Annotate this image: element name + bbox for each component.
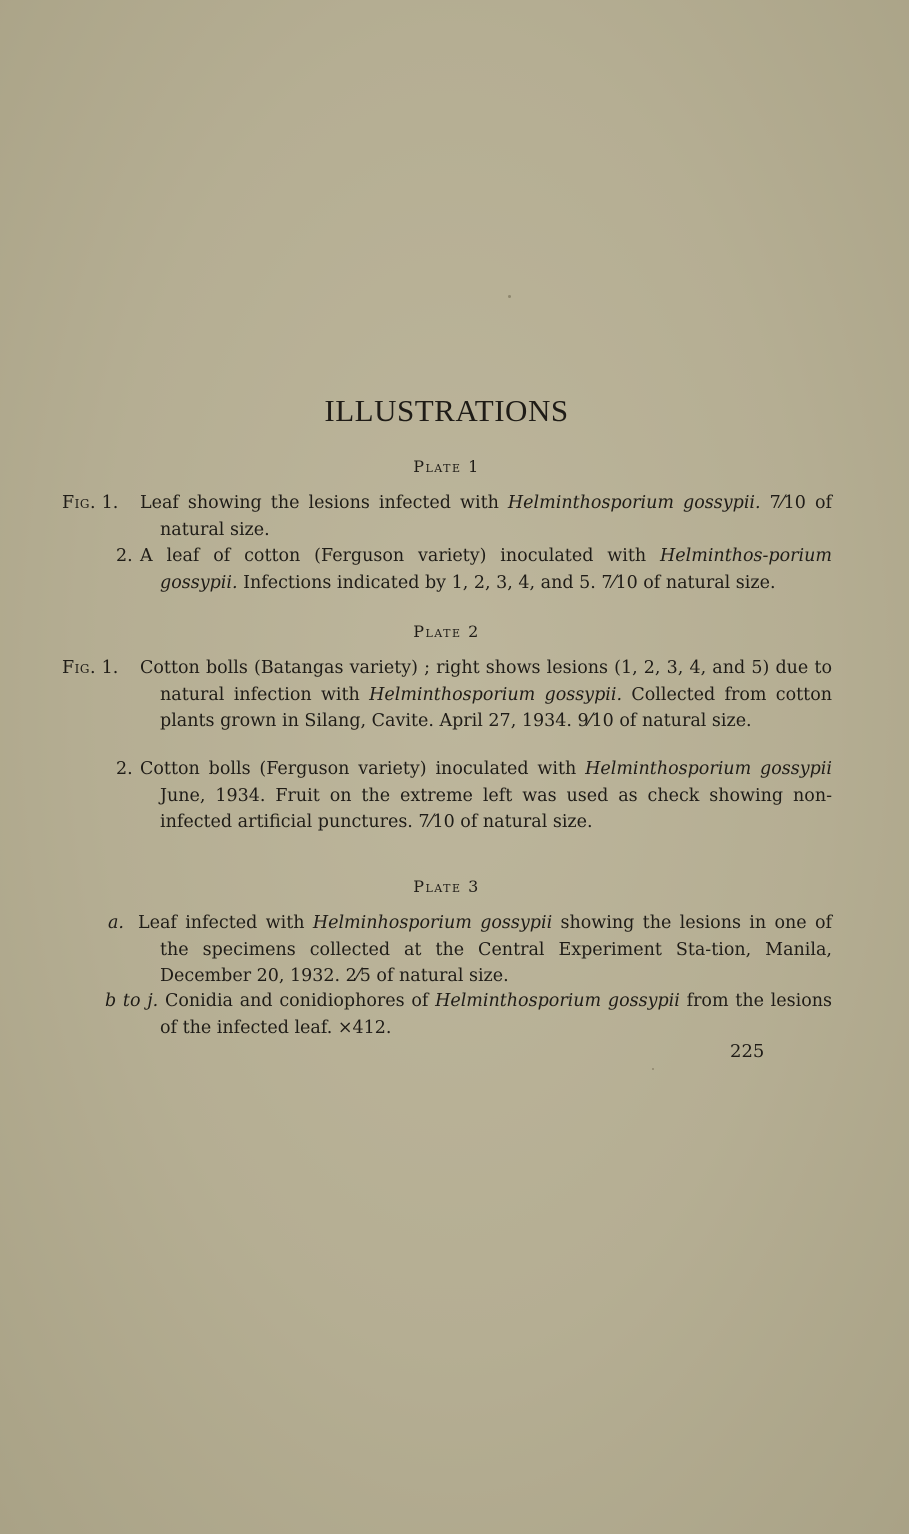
item-number: a. [108,913,124,933]
plate-3-item-a: Leaf infected with Helminhosporium gossypii showing the lesions in one of the specimens collected at the Central Experiment Sta-tion, Manila, December 20, 1932. 2⁄5 of natural size. [138,913,832,986]
fig-prefix: Fig. [62,493,97,513]
plate-3-heading: Plate 3 [413,877,480,896]
plate-2-heading: Plate 2 [413,622,480,641]
plate-2-fig-1-label [62,655,118,682]
plate-1-heading: Plate 1 [413,457,480,476]
item-number: 1. [101,493,119,513]
item-number: 2. [116,546,133,566]
species-name: Helminthosporium gossypii. [369,684,623,705]
plate-2-item-1: Cotton bolls (Batangas variety) ; right shows lesions (1, 2, 3, 4, and 5) due to natural infection with Helminthosporium gossypii. Collected from cotton plants grown in Silang, Cavite. April 27, 1934. 9⁄10 of natural size. [140,658,832,731]
plate-1-fig-1-label [62,490,118,517]
item-number: b to j. [105,991,159,1011]
page-number: 225 [730,1041,765,1062]
item-number: 1. [101,658,119,678]
species-name: Helminthosporium gossypii [435,991,680,1011]
plate-1-fig-2-label [116,543,133,570]
plate-3-item-a-label [108,910,124,937]
species-name: Helminhosporium gossypii [312,913,553,933]
plate-2-item-2: Cotton bolls (Ferguson variety) inoculated with Helminthosporium gossypii June, 1934. Fruit on the extreme left was used as check showing non-infected artificial punctures. 7⁄10 of natural size. [140,759,832,832]
species-name: Helminthosporium gossypii [585,759,832,779]
plate-1-item-1: Leaf showing the lesions infected with Helminthosporium gossypii. 7⁄10 of natural size. [140,493,832,540]
species-name: Helminthosporium gossypii. [507,493,761,513]
plate-2-fig-2-label [116,756,133,783]
item-number: 2. [116,759,133,779]
plate-1-item-2: A leaf of cotton (Ferguson variety) inoculated with Helminthos-porium gossypii. Infections indicated by 1, 2, 3, 4, and 5. 7⁄10 of natural size. [140,546,832,593]
species-name: Helminthos-porium gossypii. [160,546,832,593]
paper-fleck [652,1068,654,1070]
paper-fleck [508,295,511,298]
page-title: ILLUSTRATIONS [324,393,569,428]
plate-3-item-b: b to j. Conidia and conidiophores of Helminthosporium gossypii from the lesions of the infected leaf. ×412. [105,991,832,1038]
fig-prefix: Fig. [62,658,97,678]
